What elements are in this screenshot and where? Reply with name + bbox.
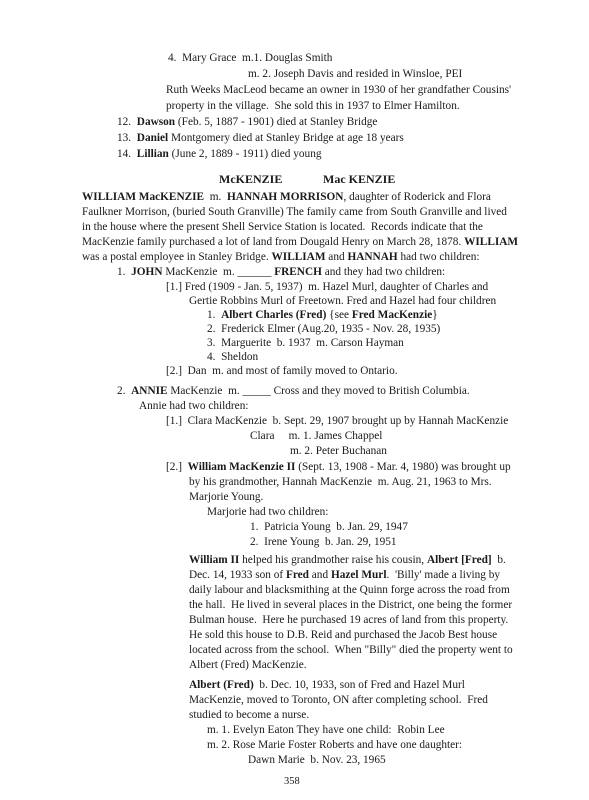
text-line: Albert (Fred) MacKenzie.: [189, 659, 307, 671]
text-line: Gertie Robbins Murl of Freetown. Fred and Hazel had four children: [189, 295, 497, 307]
text-line: 1. JOHN MacKenzie m. ______ FRENCH and they had two children:: [117, 266, 446, 278]
text-line: Annie had two children:: [139, 400, 249, 412]
text-line: was a postal employee in Stanley Bridge. WILLIAM and HANNAH had two children:: [82, 251, 480, 263]
text-line: in the house where the present Shell Service Station is located. Records indicate that the: [82, 221, 483, 233]
text-line: 4. Mary Grace m.1. Douglas Smith: [168, 52, 333, 64]
text-line: m. 2. Rose Marie Foster Roberts and have one daughter:: [207, 739, 463, 751]
text-line: property in the village. She sold this in 1937 to Elmer Hamilton.: [166, 100, 460, 112]
text-line: 1. Patricia Young b. Jan. 29, 1947: [250, 521, 408, 533]
text-line: Faulkner Morrison, (buried South Granville) The family came from South Granville and lived: [82, 206, 507, 218]
text-line: 12. Dawson (Feb. 5, 1887 - 1901) died at Stanley Bridge: [117, 116, 378, 128]
text-line: 4. Sheldon: [207, 351, 259, 363]
text-line: [1.] Clara MacKenzie b. Sept. 29, 1907 brought up by Hannah MacKenzie: [166, 415, 509, 427]
text-line: Clara m. 1. James Chappel: [250, 430, 383, 442]
text-line: studied to become a nurse.: [189, 709, 310, 721]
text-line: Marjorie Young.: [189, 491, 264, 503]
text-line: 14. Lillian (June 2, 1889 - 1911) died young: [117, 148, 322, 160]
text-line: Bulman house. Here he purchased 19 acres of land from this property.: [189, 614, 509, 626]
text-line: MacKenzie, moved to Toronto, ON after completing school. Fred: [189, 694, 488, 706]
text-line: William II helped his grandmother raise his cousin, Albert [Fred] b.: [189, 554, 506, 566]
text-line: Albert (Fred) b. Dec. 10, 1933, son of Fred and Hazel Murl: [189, 679, 465, 691]
text-line: 1. Albert Charles (Fred) {see Fred MacKenzie}: [207, 309, 438, 321]
text-line: MacKenzie family purchased a lot of land from Dougald Henry on March 28, 1878. WILLIAM: [82, 236, 519, 248]
text-line: m. 2. Joseph Davis and resided in Winsloe, PEI: [248, 68, 463, 80]
text-line: [1.] Fred (1909 - Jan. 5, 1937) m. Hazel Murl, daughter of Charles and: [166, 281, 489, 293]
text-line: daily labour and blacksmithing at the Quinn forge across the road from: [189, 584, 510, 596]
text-line: by his grandmother, Hannah MacKenzie m. Aug. 21, 1963 to Mrs.: [189, 476, 492, 488]
text-line: the hall. He lived in several places in the District, one being the former: [189, 599, 513, 611]
text-line: Dec. 14, 1933 son of Fred and Hazel Murl. 'Billy' made a living by: [189, 569, 501, 581]
text-line: [2.] Dan m. and most of family moved to Ontario.: [166, 365, 398, 377]
text-line: 2. ANNIE MacKenzie m. _____ Cross and they moved to British Columbia.: [117, 385, 470, 397]
text-line: Ruth Weeks MacLeod became an owner in 1930 of her grandfather Cousins': [166, 84, 512, 96]
text-line: 2. Frederick Elmer (Aug.20, 1935 - Nov. 28, 1935): [207, 323, 441, 335]
section-heading: McKENZIE: [219, 172, 283, 186]
text-line: 13. Daniel Montgomery died at Stanley Bridge at age 18 years: [117, 132, 404, 144]
text-line: m. 2. Peter Buchanan: [290, 445, 387, 457]
text-line: Dawn Marie b. Nov. 23, 1965: [248, 754, 386, 766]
page-number: 358: [284, 776, 300, 787]
text-line: m. 1. Evelyn Eaton They have one child: Robin Lee: [207, 724, 445, 736]
text-line: 2. Irene Young b. Jan. 29, 1951: [250, 536, 397, 548]
text-line: He sold this house to D.B. Reid and purchased the Jacob Best house: [189, 629, 498, 641]
text-line: located across from the school. When "Billy" died the property went to: [189, 644, 513, 656]
text-line: WILLIAM MacKENZIE m. HANNAH MORRISON, daughter of Roderick and Flora: [82, 191, 491, 203]
section-heading: Mac KENZIE: [323, 172, 396, 186]
text-line: [2.] William MacKenzie II (Sept. 13, 1908 - Mar. 4, 1980) was brought up: [166, 461, 511, 473]
text-line: 3. Marguerite b. 1937 m. Carson Hayman: [207, 337, 404, 349]
text-line: Marjorie had two children:: [207, 506, 329, 518]
